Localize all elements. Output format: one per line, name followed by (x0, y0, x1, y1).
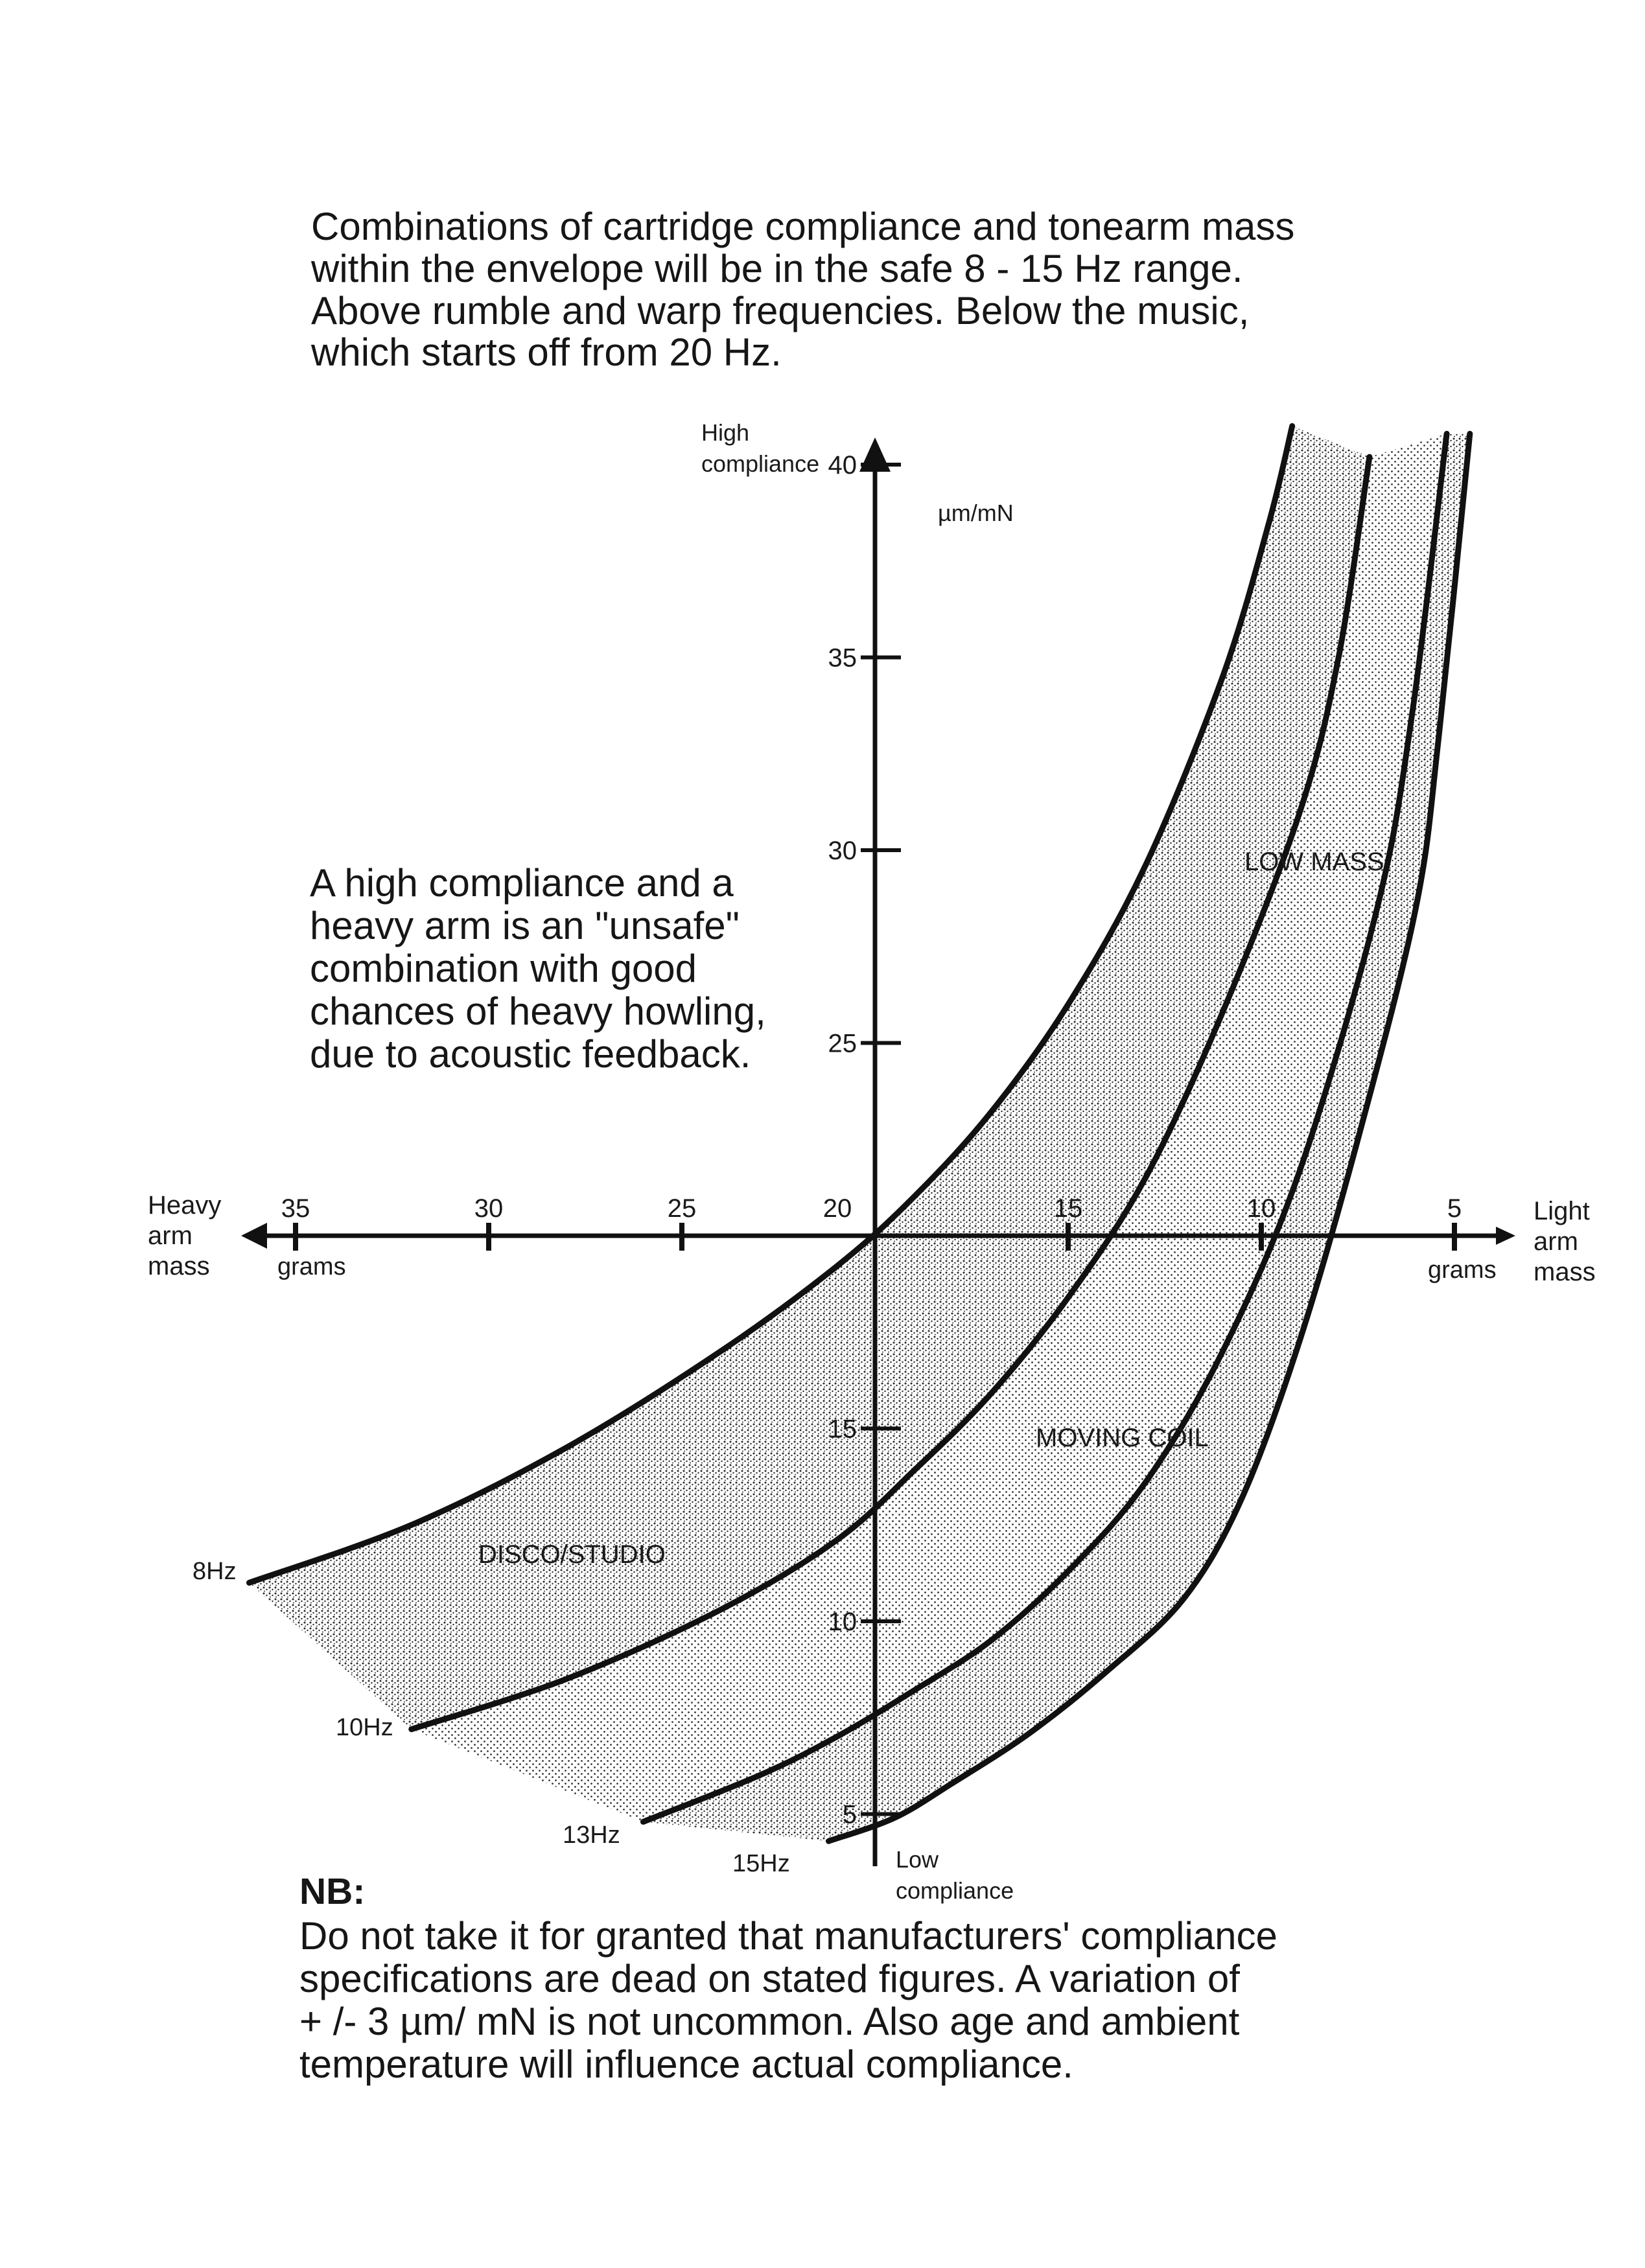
unsafe-note-line: combination with good (310, 947, 697, 990)
x-axis-left-label: Heavy (148, 1191, 222, 1220)
region-label: MOVING COIL (1036, 1424, 1209, 1452)
y-axis-bottom-label: Low (896, 1846, 939, 1873)
x-axis-left-label: arm (148, 1221, 192, 1250)
x-tick-label: 20 (822, 1194, 852, 1223)
x-axis-right-label: Light (1534, 1197, 1590, 1225)
x-axis-right-label: mass (1534, 1258, 1596, 1286)
curve-label-10hz: 10Hz (336, 1714, 393, 1741)
y-tick-label: 35 (828, 643, 857, 673)
curve-label-15hz: 15Hz (732, 1850, 790, 1877)
unsafe-note (310, 862, 828, 1076)
y-tick-label: 40 (828, 451, 857, 480)
y-tick-label: 5 (842, 1800, 857, 1829)
x-tick-label: 30 (474, 1194, 504, 1223)
nb-line: Do not take it for granted that manufacturers' compliance (299, 1914, 1278, 1958)
x-tick-label: 25 (667, 1194, 697, 1223)
y-axis-top-label: High (701, 419, 750, 446)
intro-line: within the envelope will be in the safe 8 - 15 Hz range. (311, 246, 1243, 290)
x-tick-label: 15 (1053, 1194, 1083, 1223)
unsafe-note-line: A high compliance and a (310, 861, 734, 905)
curve-label-13hz: 13Hz (563, 1822, 620, 1849)
x-axis-right-label: arm (1534, 1227, 1578, 1256)
x-axis-arrow-right-icon (1496, 1227, 1515, 1245)
x-axis-right-unit: grams (1428, 1256, 1497, 1284)
y-tick-label: 10 (828, 1608, 857, 1636)
x-tick-label: 5 (1447, 1194, 1462, 1223)
region-label: LOW MASS (1244, 848, 1384, 876)
x-axis-left-label: mass (148, 1252, 210, 1280)
unsafe-note-line: due to acoustic feedback. (310, 1032, 751, 1076)
x-tick-label: 35 (281, 1194, 310, 1223)
intro-line: Combinations of cartridge compliance and tonearm mass (311, 205, 1295, 248)
x-tick-label: 10 (1246, 1194, 1276, 1223)
unsafe-note-line: heavy arm is an "unsafe" (310, 904, 740, 947)
y-tick-label: 25 (828, 1029, 857, 1058)
y-axis-top-label: compliance (701, 450, 820, 477)
intro-line: which starts off from 20 Hz. (311, 330, 782, 375)
unsafe-note-line: chances of heavy howling, (310, 989, 766, 1033)
nb-line: specifications are dead on stated figures. A variation of (299, 1957, 1240, 2000)
intro-line: Above rumble and warp frequencies. Below the music, (311, 288, 1250, 332)
frequency-bands (250, 426, 1470, 1842)
y-tick-label: 30 (828, 837, 857, 865)
x-axis-left-unit: grams (277, 1253, 346, 1280)
y-tick-label: 15 (828, 1415, 857, 1444)
y-axis-unit-label: µm/mN (938, 500, 1014, 526)
nb-title: NB: (299, 1871, 366, 1912)
y-axis-bottom-label: compliance (896, 1877, 1014, 1904)
x-axis-arrow-left-icon (241, 1223, 267, 1249)
region-label: DISCO/STUDIO (478, 1540, 666, 1569)
nb-line: + /- 3 µm/ mN is not uncommon. Also age and ambient (299, 2000, 1240, 2043)
y-axis-arrow-up-icon (859, 437, 891, 472)
nb-line: temperature will influence actual compliance. (299, 2042, 1073, 2086)
curve-label-8hz: 8Hz (192, 1558, 237, 1585)
nb-paragraph (299, 1915, 1583, 2086)
